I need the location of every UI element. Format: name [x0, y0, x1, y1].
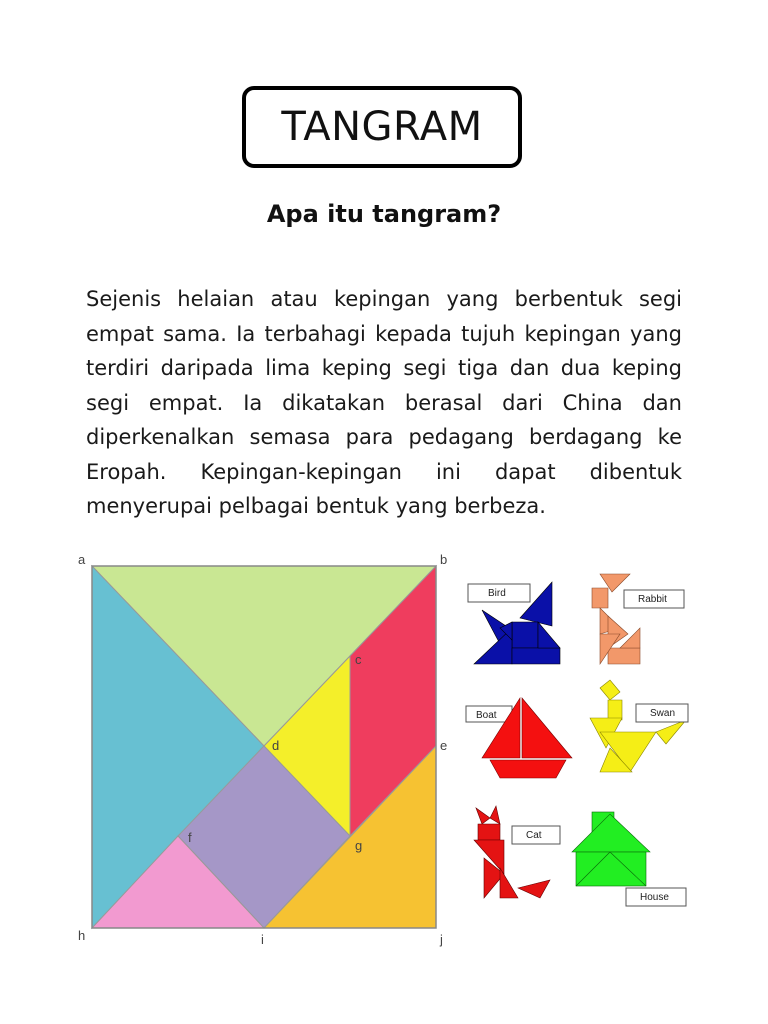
point-label-j: j: [440, 932, 443, 947]
house-label: House: [640, 892, 669, 903]
title-box: [242, 86, 522, 168]
rabbit-label: Rabbit: [638, 594, 667, 605]
point-label-e: e: [440, 738, 448, 753]
swan-label: Swan: [650, 708, 676, 719]
tangram-figures: [460, 568, 700, 918]
point-label-f: f: [188, 830, 192, 845]
point-label-g: g: [355, 838, 363, 853]
body-paragraph: Sejenis helaian atau kepingan yang berbentuk segi empat sama. Ia terbahagi kepada tujuh kepingan yang terdiri daripada lima keping segi tiga dan dua keping segi empat. Ia dikatakan berasal dari China dan diperkenalkan semasa para pedagang berdagang ke Eropah. Kepingan-kepingan ini dapat dibentuk menyerupai pelbagai bentuk yang berbeza.: [86, 287, 682, 518]
swan-figure: [590, 680, 688, 772]
page-title: TANGRAM: [281, 104, 483, 150]
house-figure: [572, 812, 686, 906]
boat-figure: [466, 698, 572, 778]
cat-label: Cat: [526, 830, 542, 841]
point-label-a: a: [78, 552, 86, 567]
point-label-d: d: [272, 738, 280, 753]
bird-figure: [468, 582, 560, 664]
rabbit-figure: [592, 574, 684, 664]
bird-label: Bird: [488, 588, 506, 599]
section-heading: Apa itu tangram?: [266, 200, 502, 228]
point-label-i: i: [261, 932, 264, 947]
point-label-h: h: [78, 928, 86, 943]
cat-figure: [474, 806, 560, 898]
point-label-c: c: [355, 652, 362, 667]
boat-label: Boat: [476, 710, 497, 721]
point-label-b: b: [440, 552, 448, 567]
tangram-diagram: [74, 548, 454, 948]
